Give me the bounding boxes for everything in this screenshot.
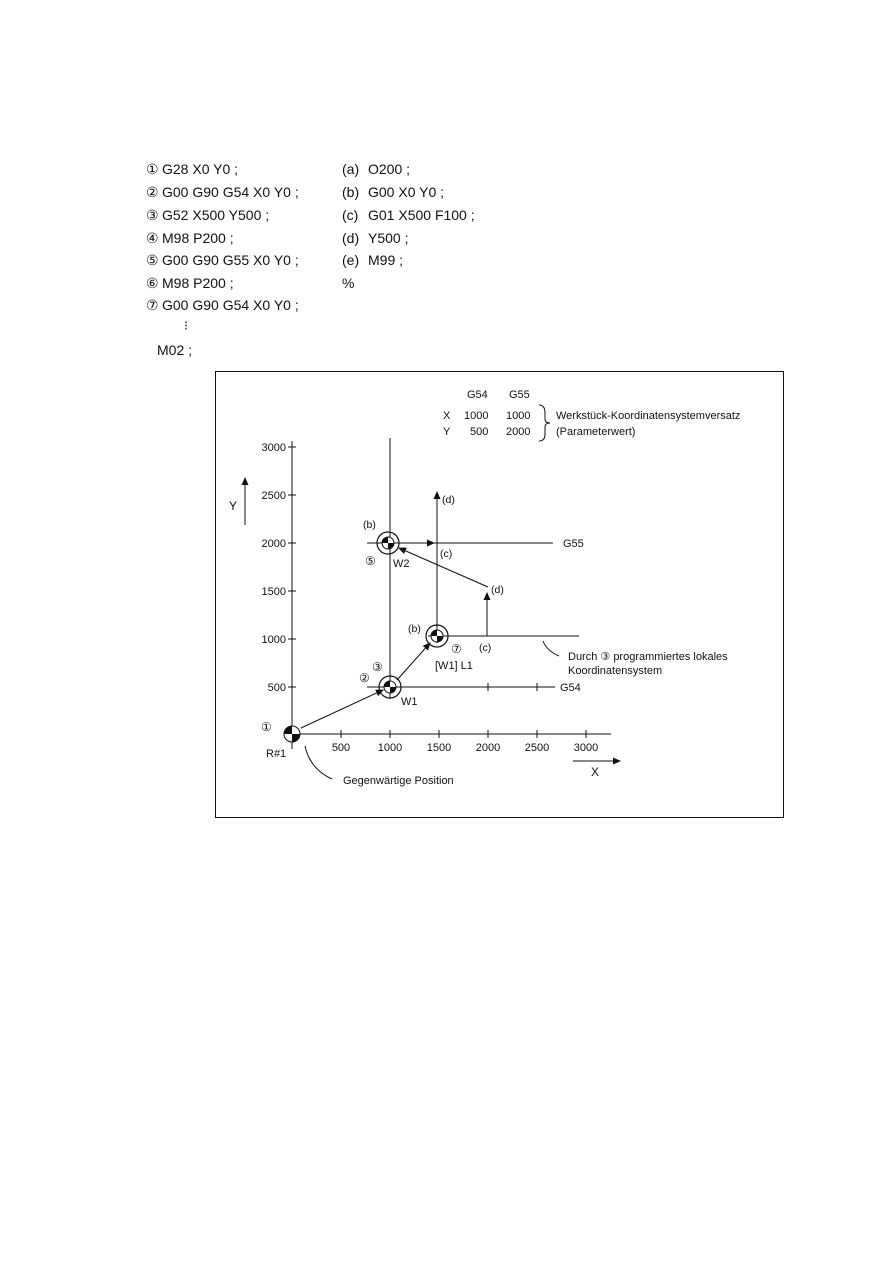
reference-point-marker [284,726,300,742]
label-c-local: (c) [479,642,492,654]
offset-table [443,389,740,441]
step-number: ② [146,184,159,200]
step1-label: ① [261,720,272,734]
g55-label: G55 [563,538,584,550]
program-code: G52 X500 Y500 ; [162,207,270,223]
program-code: M98 P200 ; [162,230,234,246]
g54-label: G54 [560,682,581,694]
subprogram-line [342,207,475,223]
y-tick-label: 2500 [261,490,286,502]
y-tick-label: 500 [267,682,286,694]
program-code: G00 G90 G54 X0 Y0 ; [162,184,299,200]
offset-note-line2: (Parameterwert) [556,426,636,438]
step-number: ③ [146,207,159,223]
coordinate-diagram [215,371,785,819]
program-line [146,161,238,178]
step3-label: ③ [372,660,383,674]
offset-note-line1: Werkstück-Koordinatensystemversatz [556,410,741,422]
path-b-local [397,643,430,680]
y-tick-label: 3000 [261,442,286,454]
subprogram-label: (b) [342,184,360,200]
subprogram-line [342,161,410,177]
x-tick-label: 1500 [426,742,452,754]
brace-shape [539,405,550,441]
local-note-line1: Durch ③ programmiertes lokales [568,651,728,663]
program-line [146,297,299,314]
w2-label: W2 [393,558,410,570]
subprogram-line [342,252,403,268]
step7-label: ⑦ [451,642,462,656]
local-note-leader [543,641,559,656]
program-code: M98 P200 ; [162,275,234,291]
x-tick-label: 500 [331,742,351,754]
step2-label: ② [359,671,370,685]
row-y-g54: 500 [470,426,489,438]
label-d-local: (d) [491,584,504,596]
subprogram-end: % [342,275,355,291]
subprogram-label: (d) [342,230,360,246]
program-line [146,184,299,201]
local-label: [W1] L1 [435,660,473,672]
continuation-mark: ⁝ [184,318,189,333]
subprogram-code: G00 X0 Y0 ; [368,184,445,200]
program-line [146,207,269,224]
path-step1 [301,690,383,728]
program-code: G00 G90 G54 X0 Y0 ; [162,297,299,313]
subprogram-code: G01 X500 F100 ; [368,207,475,223]
label-d-top: (d) [442,494,455,506]
label-b-local: (b) [408,623,421,635]
end-line: M02 ; [157,342,193,358]
subprogram-label: (a) [342,161,360,177]
y-tick-label: 2000 [261,538,286,550]
x-tick-label: 2500 [524,742,550,754]
program-line [146,230,234,247]
origin-label: R#1 [266,748,287,760]
header-g54: G54 [467,389,488,401]
subprogram-code: O200 ; [368,161,411,177]
y-ticks [262,442,296,694]
program-line [146,275,234,292]
program-code: G28 X0 Y0 ; [162,161,239,177]
label-b-g55: (b) [363,519,376,531]
subprogram-code: Y500 ; [368,230,409,246]
step-number: ① [146,161,159,177]
row-x-g54: 1000 [464,410,489,422]
subprogram-code: M99 ; [368,252,404,268]
subprogram-line [342,184,444,200]
subprogram-label: (e) [342,252,360,268]
program-line [146,252,299,269]
x-tick-label: 1000 [377,742,403,754]
x-tick-label: 3000 [573,742,599,754]
row-x-label: X [443,410,451,422]
step5-label: ⑤ [365,554,376,568]
row-x-g55: 1000 [506,410,531,422]
local-note-line2: Koordinatensystem [568,665,663,677]
program-code: G00 G90 G55 X0 Y0 ; [162,252,299,268]
y-tick-label: 1000 [261,634,286,646]
w1-label: W1 [401,696,418,708]
label-c-g55: (c) [440,548,453,560]
step-number: ⑦ [146,297,159,313]
x-tick-label: 2000 [475,742,501,754]
x-axis-label: X [591,765,600,779]
step-number: ④ [146,230,159,246]
header-g55: G55 [509,389,530,401]
subprogram-line [342,230,408,246]
y-axis-label: Y [229,499,238,513]
row-y-g55: 2000 [506,426,531,438]
current-position-label: Gegenwärtige Position [343,775,454,787]
current-position-leader [305,746,332,779]
row-y-label: Y [443,426,451,438]
subprogram-label: (c) [342,207,359,223]
step-number: ⑥ [146,275,159,291]
y-tick-label: 1500 [261,586,286,598]
step-number: ⑤ [146,252,159,268]
